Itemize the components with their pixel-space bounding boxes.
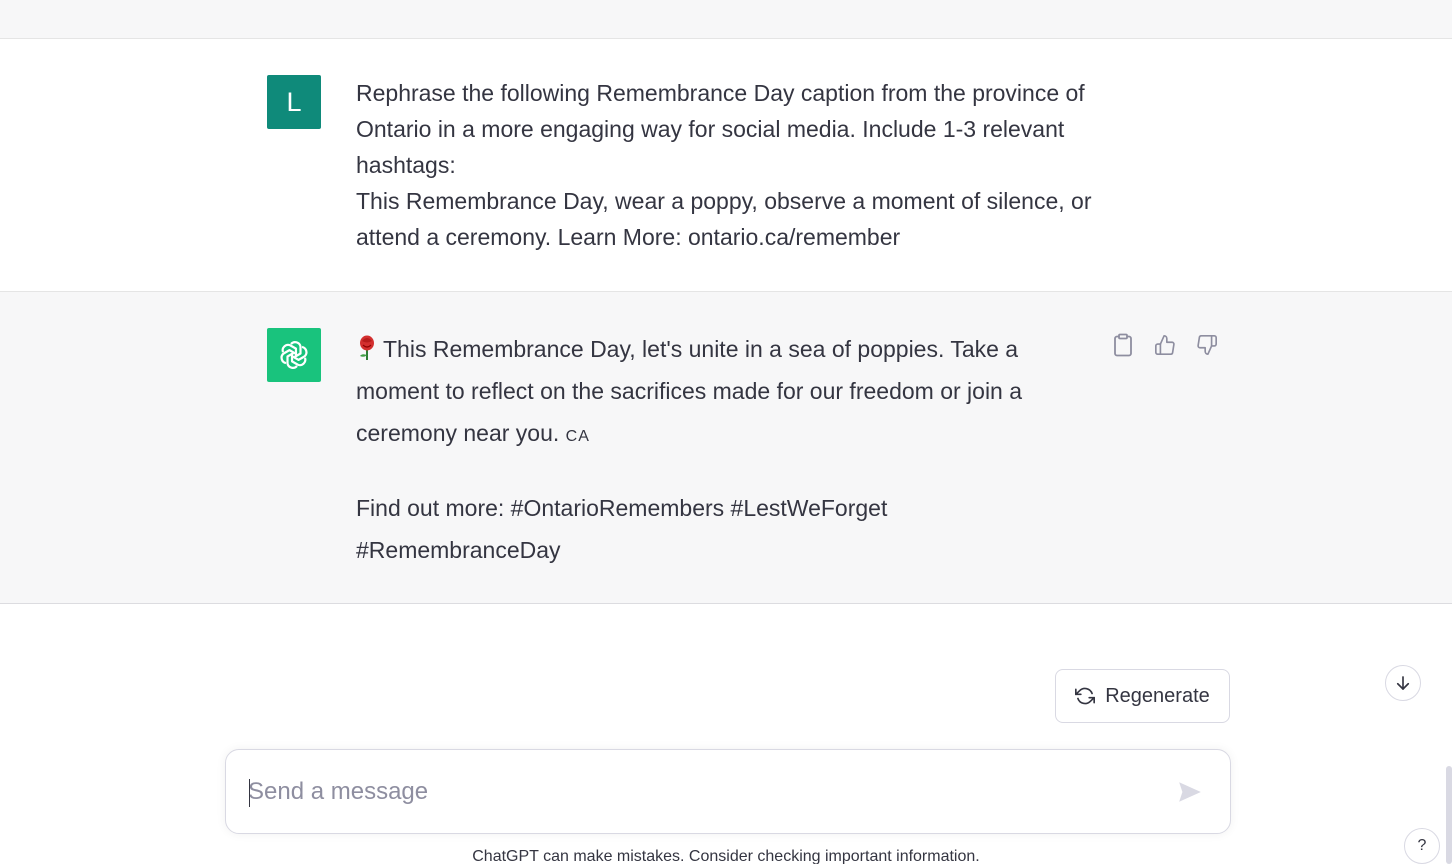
user-message-row (0, 39, 1452, 292)
user-avatar (267, 75, 321, 129)
flag-text: CA (565, 428, 590, 445)
assistant-message-row (0, 292, 1452, 604)
copy-button[interactable] (1112, 332, 1134, 358)
assistant-avatar (267, 328, 321, 382)
thumbs-up-icon (1154, 333, 1176, 357)
user-message-paragraph: This Remembrance Day, wear a poppy, observe a moment of silence, or attend a ceremony. Learn More: ontario.ca/remember (356, 188, 1092, 250)
arrow-down-icon (1394, 674, 1412, 692)
user-message-text (356, 75, 1096, 255)
refresh-icon (1075, 686, 1095, 706)
assistant-paragraph-2: Find out more: #OntarioRemembers #LestWeForget #RemembranceDay (356, 495, 888, 563)
regenerate-label: Regenerate (1105, 684, 1210, 707)
thumbs-up-button[interactable] (1154, 332, 1176, 358)
help-label: ? (1417, 837, 1427, 854)
help-button[interactable] (1404, 828, 1440, 864)
assistant-message-paragraph (356, 328, 1096, 458)
user-avatar-letter: L (286, 86, 302, 117)
regenerate-button[interactable] (1055, 669, 1230, 723)
message-input[interactable] (248, 772, 1148, 812)
message-actions (1112, 332, 1218, 358)
text-caret (249, 779, 250, 807)
thumbs-down-icon (1196, 333, 1218, 357)
send-button[interactable] (1174, 776, 1206, 808)
send-icon (1177, 779, 1203, 805)
assistant-paragraph-1: This Remembrance Day, let's unite in a sea of poppies. Take a moment to reflect on the sacrifices made for our freedom or join a ceremony near you. (356, 336, 1023, 446)
top-strip (0, 0, 1452, 39)
rose-emoji-icon (356, 335, 378, 361)
copy-icon (1113, 333, 1133, 357)
disclaimer-text: ChatGPT can make mistakes. Consider checking important information. (472, 848, 980, 864)
scroll-down-button[interactable] (1385, 665, 1421, 701)
message-composer (225, 749, 1231, 834)
scrollbar[interactable] (1446, 766, 1452, 864)
thumbs-down-button[interactable] (1196, 332, 1218, 358)
assistant-message-text (356, 328, 1096, 571)
chatgpt-logo-icon (278, 339, 310, 371)
user-message-paragraph: Rephrase the following Remembrance Day caption from the province of Ontario in a more engaging way for social media. Include 1-3 relevant hashtags: (356, 80, 1085, 178)
